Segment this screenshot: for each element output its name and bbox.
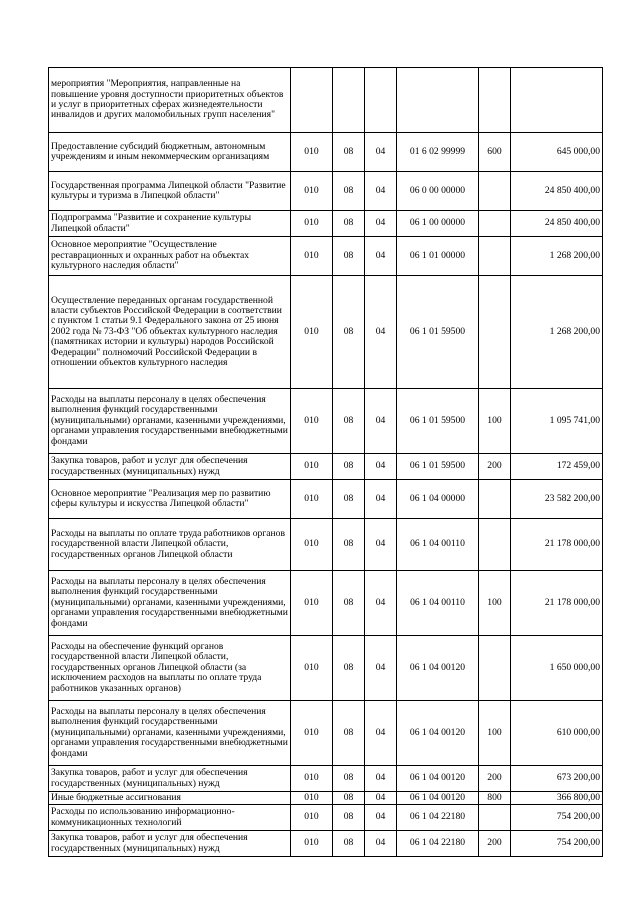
row-name: Расходы на выплаты персоналу в целях обеспечения выполнения функций государственными (муниципальными) органами, казенными учреждениями, органами управления государственными внебюджетными фондами — [49, 701, 291, 766]
row-subsection-code: 04 — [365, 636, 397, 701]
row-target-article: 06 1 04 00000 — [397, 480, 479, 519]
row-subsection-code: 04 — [365, 211, 397, 237]
row-expense-type: 100 — [479, 389, 511, 454]
row-amount: 24 850 400,00 — [511, 172, 603, 211]
row-amount: 21 178 000,00 — [511, 519, 603, 571]
row-ministry-code: 010 — [291, 766, 333, 792]
row-amount — [511, 68, 603, 133]
row-section-code — [333, 68, 365, 133]
row-subsection-code: 04 — [365, 172, 397, 211]
table-row — [49, 68, 603, 133]
row-name: Расходы на обеспечение функций органов государственной власти Липецкой области, государственных органов Липецкой области (за исключением расходов на выплаты по оплате труда работников указанных органов) — [49, 636, 291, 701]
row-ministry-code: 010 — [291, 276, 333, 389]
row-section-code: 08 — [333, 831, 365, 857]
row-target-article: 06 1 01 59500 — [397, 454, 479, 480]
row-amount: 366 800,00 — [511, 792, 603, 805]
row-expense-type — [479, 237, 511, 276]
row-target-article: 06 1 04 00120 — [397, 636, 479, 701]
row-target-article: 06 1 04 00110 — [397, 519, 479, 571]
table-row — [49, 480, 603, 519]
row-section-code: 08 — [333, 454, 365, 480]
row-section-code: 08 — [333, 480, 365, 519]
table-row — [49, 831, 603, 857]
table-row — [49, 211, 603, 237]
row-ministry-code: 010 — [291, 805, 333, 831]
row-name: Основное мероприятие "Осуществление реставрационных и охранных работ на объектах культурного наследия области" — [49, 237, 291, 276]
table-row — [49, 454, 603, 480]
row-expense-type — [479, 805, 511, 831]
row-amount: 21 178 000,00 — [511, 571, 603, 636]
row-subsection-code: 04 — [365, 831, 397, 857]
row-section-code: 08 — [333, 571, 365, 636]
row-subsection-code: 04 — [365, 276, 397, 389]
table-row — [49, 805, 603, 831]
row-ministry-code: 010 — [291, 133, 333, 172]
table-row — [49, 389, 603, 454]
row-subsection-code: 04 — [365, 792, 397, 805]
table-row — [49, 571, 603, 636]
row-amount: 1 650 000,00 — [511, 636, 603, 701]
row-amount: 24 850 400,00 — [511, 211, 603, 237]
row-ministry-code: 010 — [291, 636, 333, 701]
row-name: Иные бюджетные ассигнования — [49, 792, 291, 805]
row-target-article: 06 1 00 00000 — [397, 211, 479, 237]
row-ministry-code: 010 — [291, 172, 333, 211]
row-section-code: 08 — [333, 133, 365, 172]
row-section-code: 08 — [333, 701, 365, 766]
row-section-code: 08 — [333, 389, 365, 454]
row-ministry-code: 010 — [291, 701, 333, 766]
row-subsection-code: 04 — [365, 237, 397, 276]
row-amount: 1 268 200,00 — [511, 237, 603, 276]
row-name: Расходы по использованию информационно-коммуникационных технологий — [49, 805, 291, 831]
row-expense-type — [479, 172, 511, 211]
row-section-code: 08 — [333, 172, 365, 211]
row-expense-type — [479, 480, 511, 519]
row-ministry-code: 010 — [291, 571, 333, 636]
row-section-code: 08 — [333, 519, 365, 571]
row-expense-type: 100 — [479, 701, 511, 766]
row-ministry-code: 010 — [291, 454, 333, 480]
row-subsection-code: 04 — [365, 454, 397, 480]
table-row — [49, 172, 603, 211]
row-ministry-code: 010 — [291, 831, 333, 857]
row-section-code: 08 — [333, 211, 365, 237]
row-section-code: 08 — [333, 636, 365, 701]
row-amount: 754 200,00 — [511, 831, 603, 857]
row-target-article: 06 1 04 00120 — [397, 792, 479, 805]
row-target-article: 06 1 01 59500 — [397, 276, 479, 389]
row-name: Расходы на выплаты персоналу в целях обеспечения выполнения функций государственными (муниципальными) органами, казенными учреждениями, органами управления государственными внебюджетными фондами — [49, 571, 291, 636]
row-expense-type: 200 — [479, 454, 511, 480]
row-target-article — [397, 68, 479, 133]
row-expense-type — [479, 68, 511, 133]
row-subsection-code: 04 — [365, 571, 397, 636]
row-target-article: 06 1 04 00120 — [397, 766, 479, 792]
table-row — [49, 792, 603, 805]
row-name: Подпрограмма "Развитие и сохранение культуры Липецкой области" — [49, 211, 291, 237]
row-ministry-code: 010 — [291, 237, 333, 276]
budget-table — [48, 67, 603, 857]
table-row — [49, 636, 603, 701]
row-amount: 645 000,00 — [511, 133, 603, 172]
row-target-article: 06 0 00 00000 — [397, 172, 479, 211]
row-expense-type — [479, 276, 511, 389]
row-ministry-code: 010 — [291, 211, 333, 237]
row-ministry-code: 010 — [291, 389, 333, 454]
row-name: Основное мероприятие "Реализация мер по развитию сферы культуры и искусства Липецкой области" — [49, 480, 291, 519]
row-name: Расходы на выплаты персоналу в целях обеспечения выполнения функций государственными (муниципальными) органами, казенными учреждениями, органами управления государственными внебюджетными фондами — [49, 389, 291, 454]
row-expense-type — [479, 211, 511, 237]
row-amount: 754 200,00 — [511, 805, 603, 831]
row-subsection-code: 04 — [365, 766, 397, 792]
row-name: Закупка товаров, работ и услуг для обеспечения государственных (муниципальных) нужд — [49, 454, 291, 480]
row-expense-type: 200 — [479, 831, 511, 857]
row-subsection-code: 04 — [365, 133, 397, 172]
row-name: Закупка товаров, работ и услуг для обеспечения государственных (муниципальных) нужд — [49, 766, 291, 792]
row-amount: 23 582 200,00 — [511, 480, 603, 519]
table-row — [49, 276, 603, 389]
row-section-code: 08 — [333, 805, 365, 831]
row-amount: 1 268 200,00 — [511, 276, 603, 389]
row-expense-type: 800 — [479, 792, 511, 805]
row-ministry-code: 010 — [291, 519, 333, 571]
row-ministry-code: 010 — [291, 792, 333, 805]
row-subsection-code: 04 — [365, 701, 397, 766]
row-section-code: 08 — [333, 792, 365, 805]
row-expense-type: 200 — [479, 766, 511, 792]
row-ministry-code: 010 — [291, 480, 333, 519]
row-expense-type — [479, 519, 511, 571]
budget-table-body — [49, 68, 603, 857]
row-name: Предоставление субсидий бюджетным, автономным учреждениям и иным некоммерческим организациям — [49, 133, 291, 172]
row-name: Расходы на выплаты по оплате труда работников органов государственной власти Липецкой области, государственных органов Липецкой области — [49, 519, 291, 571]
table-row — [49, 237, 603, 276]
row-target-article: 06 1 04 00110 — [397, 571, 479, 636]
row-target-article: 06 1 01 59500 — [397, 389, 479, 454]
row-ministry-code — [291, 68, 333, 133]
row-amount: 673 200,00 — [511, 766, 603, 792]
row-target-article: 06 1 01 00000 — [397, 237, 479, 276]
row-name: Закупка товаров, работ и услуг для обеспечения государственных (муниципальных) нужд — [49, 831, 291, 857]
row-section-code: 08 — [333, 276, 365, 389]
row-name: Государственная программа Липецкой области "Развитие культуры и туризма в Липецкой области" — [49, 172, 291, 211]
row-subsection-code: 04 — [365, 480, 397, 519]
row-expense-type — [479, 636, 511, 701]
row-target-article: 01 6 02 99999 — [397, 133, 479, 172]
row-expense-type: 100 — [479, 571, 511, 636]
row-target-article: 06 1 04 22180 — [397, 805, 479, 831]
table-row — [49, 701, 603, 766]
table-row — [49, 766, 603, 792]
row-section-code: 08 — [333, 766, 365, 792]
row-name: Осуществление переданных органам государственной власти субъектов Российской Федерации в соответствии с пунктом 1 статьи 9.1 Федерального закона от 25 июня 2002 года № 73-ФЗ "Об объектах культурного наследия (памятниках истории и культуры) народов Российской Федерации" полномочий Российской Федерации в отношении объектов культурного наследия — [49, 276, 291, 389]
row-subsection-code: 04 — [365, 389, 397, 454]
table-row — [49, 133, 603, 172]
row-subsection-code: 04 — [365, 805, 397, 831]
row-amount: 610 000,00 — [511, 701, 603, 766]
row-amount: 172 459,00 — [511, 454, 603, 480]
row-target-article: 06 1 04 22180 — [397, 831, 479, 857]
row-amount: 1 095 741,00 — [511, 389, 603, 454]
row-section-code: 08 — [333, 237, 365, 276]
row-subsection-code: 04 — [365, 519, 397, 571]
row-expense-type: 600 — [479, 133, 511, 172]
row-target-article: 06 1 04 00120 — [397, 701, 479, 766]
row-name: мероприятия "Мероприятия, направленные на повышение уровня доступности приоритетных объектов и услуг в приоритетных сферах жизнедеятельности инвалидов и других маломобильных групп населения" — [49, 68, 291, 133]
table-row — [49, 519, 603, 571]
row-subsection-code — [365, 68, 397, 133]
